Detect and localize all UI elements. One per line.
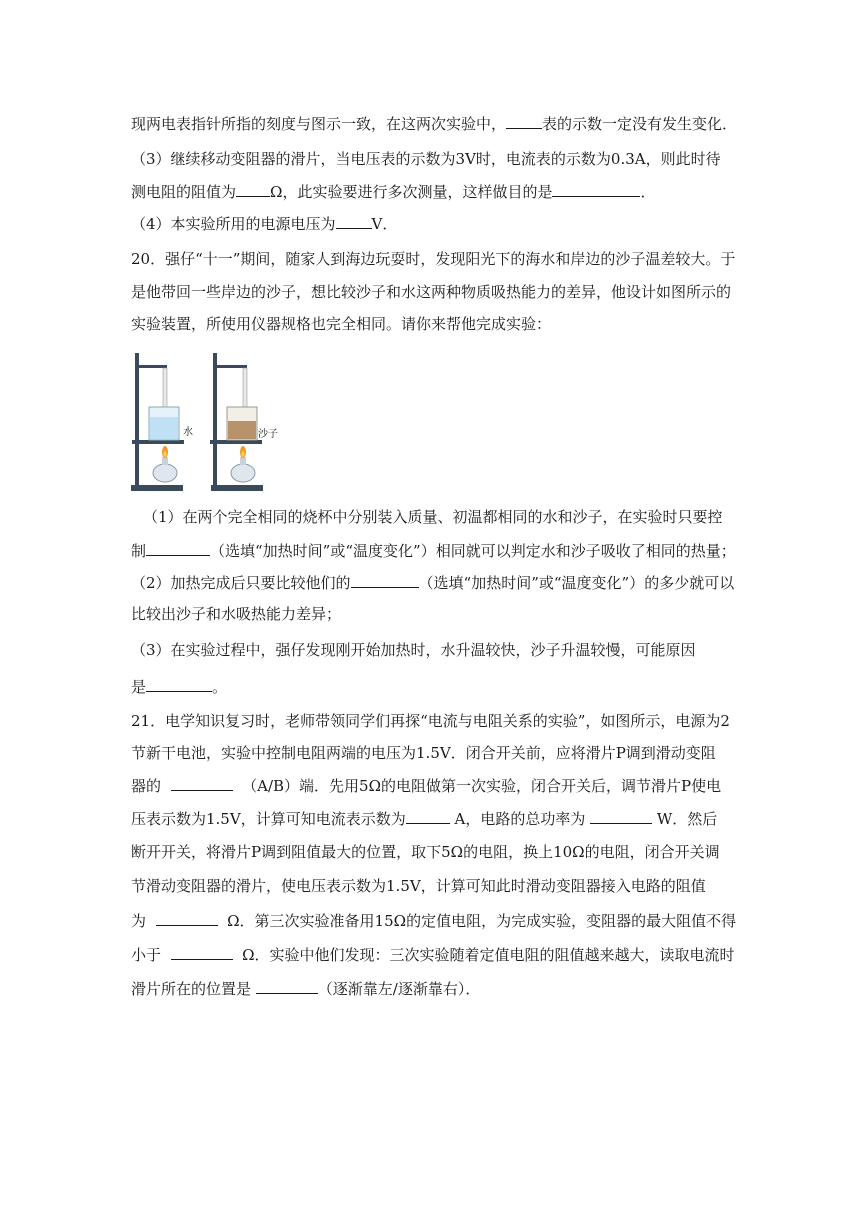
text-line: 滑片所在的位置是 （逐渐靠左/逐渐靠右）． bbox=[131, 980, 481, 998]
text-line: 节滑动变阻器的滑片，使电压表示数为1.5V，计算可知此时滑动变阻器接入电路的阻值 bbox=[131, 877, 706, 895]
text-line: 测电阻的阻值为 Ω，此实验要进行多次测量，这样做目的是 ． bbox=[131, 183, 656, 201]
answer-blank bbox=[552, 181, 640, 197]
answer-blank bbox=[146, 676, 212, 692]
answer-blank bbox=[506, 113, 542, 129]
answer-blank bbox=[256, 978, 318, 994]
text-line: 20．强仔“十一”期间，随家人到海边玩耍时，发现阳光下的海水和岸边的沙子温差较大。于 bbox=[131, 250, 736, 268]
answer-blank bbox=[171, 944, 233, 960]
text-line: 比较出沙子和水吸热能力差异； bbox=[131, 605, 342, 623]
answer-blank bbox=[590, 808, 652, 824]
answer-blank bbox=[406, 808, 450, 824]
answer-blank bbox=[236, 181, 270, 197]
text-line: （3）继续移动变阻器的滑片，当电压表的示数为3V时，电流表的示数为0.3A，则此时待 bbox=[131, 150, 721, 168]
answer-blank bbox=[336, 213, 372, 229]
text-line: （2）加热完成后只要比较他们的 （选填“加热时间”或“温度变化”）的多少就可以 bbox=[131, 574, 735, 592]
answer-blank bbox=[156, 910, 218, 926]
water-label: 水 bbox=[183, 427, 193, 438]
text-line: （1）在两个完全相同的烧杯中分别装入质量、初温都相同的水和沙子，在实验时只要控 bbox=[143, 508, 723, 526]
answer-blank bbox=[351, 572, 419, 588]
text-line: （3）在实验过程中，强仔发现刚开始加热时，水升温较快，沙子升温较慢，可能原因 bbox=[131, 641, 696, 659]
text-line: 现两电表指针所指的刻度与图示一致，在这两次实验中， 表的示数一定没有发生变化． bbox=[131, 115, 738, 133]
answer-blank bbox=[171, 775, 233, 791]
text-line: 21．电学知识复习时，老师带领同学们再探“电流与电阻关系的实验”，如图所示，电源为2 bbox=[131, 712, 730, 730]
text-line: 小于 Ω．实验中他们发现：三次实验随着定值电阻的阻值越来越大，读取电流时 bbox=[131, 946, 735, 964]
answer-blank bbox=[146, 540, 210, 556]
sand-label: 沙子 bbox=[258, 429, 278, 440]
text-line: 节新干电池，实验中控制电阻两端的电压为1.5V．闭合开关前，应将滑片P调到滑动变阻 bbox=[131, 744, 716, 762]
water-apparatus bbox=[131, 353, 193, 491]
text-line: （4）本实验所用的电源电压为 V． bbox=[131, 215, 398, 233]
text-line: 是 。 bbox=[131, 678, 228, 696]
text-line: 压表示数为1.5V，计算可知电流表示数为 A，电路的总功率为 W．然后 bbox=[131, 810, 718, 828]
text-line: 断开开关，将滑片P调到阻值最大的位置，取下5Ω的电阻，换上10Ω的电阻，闭合开关调 bbox=[131, 843, 720, 861]
text-line: 为 Ω．第三次实验准备用15Ω的定值电阻，为完成实验，变阻器的最大阻值不得 bbox=[131, 912, 737, 930]
text-line: 制 （选填“加热时间”或“温度变化”）相同就可以判定水和沙子吸收了相同的热量； bbox=[131, 542, 736, 560]
apparatus-figure bbox=[125, 345, 295, 495]
text-line: 是他带回一些岸边的沙子，想比较沙子和水这两种物质吸热能力的差异，他设计如图所示的 bbox=[131, 283, 732, 301]
text-line: 器的 （A/B）端．先用5Ω的电阻做第一次实验，闭合开关后，调节滑片P使电 bbox=[131, 777, 722, 795]
text-line: 实验装置，所使用仪器规格也完全相同。请你来帮他完成实验： bbox=[131, 315, 552, 333]
sand-apparatus bbox=[210, 353, 278, 491]
